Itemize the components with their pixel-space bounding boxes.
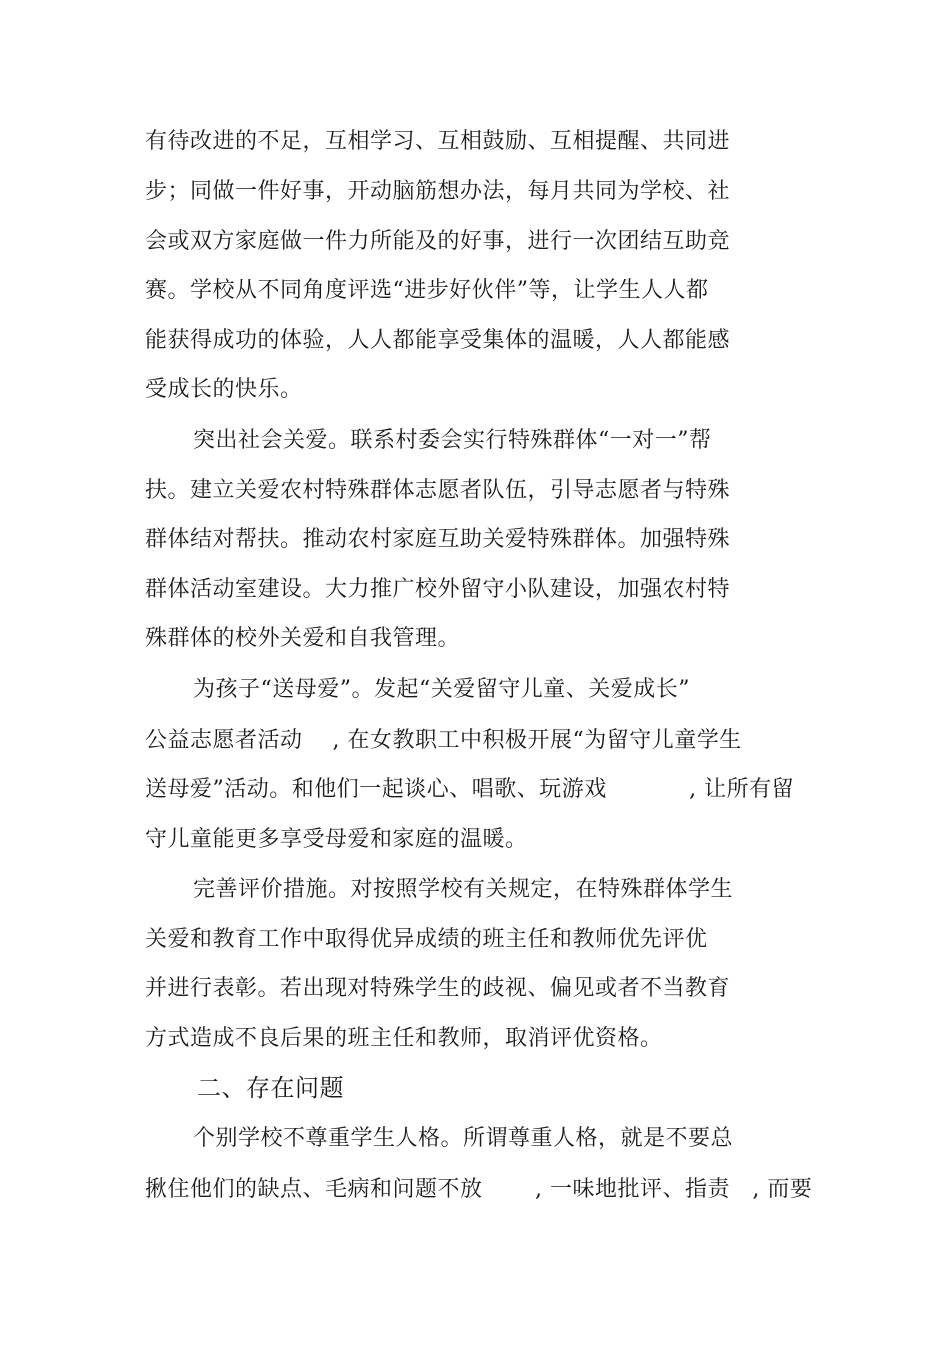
paragraph-line: 群体结对帮扶。推动农村家庭互助关爱特殊群体。加强特殊 <box>145 527 731 552</box>
paragraph-line: 群体活动室建设。大力推广校外留守小队建设，加强农村特 <box>145 577 731 602</box>
paragraph-line: 公益志愿者活动 , 在女教职工中积极开展“为留守儿童学生 <box>145 728 742 753</box>
paragraph-line: 完善评价措施。对按照学校有关规定，在特殊群体学生 <box>193 877 734 902</box>
paragraph-line: 守儿童能更多享受母爱和家庭的温暖。 <box>145 827 528 852</box>
paragraph-line: 会或双方家庭做一件力所能及的好事，进行一次团结互助竞 <box>145 229 731 254</box>
paragraph-line: 步；同做一件好事，开动脑筋想办法，每月共同为学校、社 <box>145 179 731 204</box>
paragraph-line: 赛。学校从不同角度评选“进步好伙伴”等，让学生人人都 <box>145 278 709 303</box>
paragraph-line: 有待改进的不足，互相学习、互相鼓励、互相提醒、共同进 <box>145 129 731 154</box>
paragraph-line: 关爱和教育工作中取得优异成绩的班主任和教师优先评优 <box>145 927 708 952</box>
paragraph-line: 揪住他们的缺点、毛病和问题不放 , 一味地批评、指责 , 而要 <box>145 1177 813 1202</box>
paragraph-line: 个别学校不尊重学生人格。所谓尊重人格，就是不要总 <box>193 1126 734 1151</box>
paragraph-line: 为孩子“送母爱”。发起“关爱留守儿童、关爱成长” <box>193 677 690 702</box>
paragraph-line: 殊群体的校外关爱和自我管理。 <box>145 626 461 651</box>
paragraph-line: 突出社会关爱。联系村委会实行特殊群体“一对一”帮 <box>193 428 712 453</box>
paragraph-line: 送母爱”活动。和他们一起谈心、唱歌、玩游戏 , 让所有留 <box>145 777 795 802</box>
paragraph-line: 能获得成功的体验，人人都能享受集体的温暖，人人都能感 <box>145 328 731 353</box>
paragraph-line: 受成长的快乐。 <box>145 377 303 402</box>
paragraph-line: 方式造成不良后果的班主任和教师，取消评优资格。 <box>145 1026 663 1051</box>
paragraph-line: 扶。建立关爱农村特殊群体志愿者队伍，引导志愿者与特殊 <box>145 478 731 503</box>
section-heading: 二、存在问题 <box>197 1074 344 1102</box>
paragraph-line: 并进行表彰。若出现对特殊学生的歧视、偏见或者不当教育 <box>145 976 731 1001</box>
